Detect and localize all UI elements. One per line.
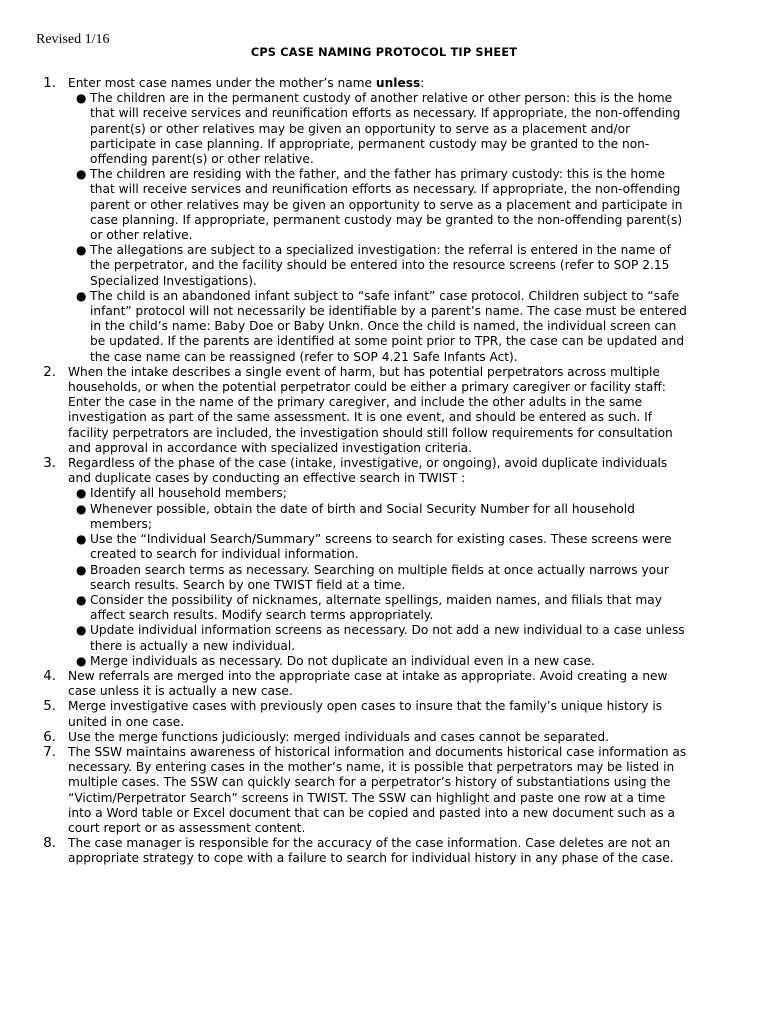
- item-number: 3.: [43, 456, 56, 472]
- item-number: 8.: [43, 836, 56, 852]
- list-item: [30, 699, 690, 729]
- bullet-item: [68, 289, 690, 365]
- bullet-icon: ●: [76, 288, 87, 303]
- page-title: CPS CASE NAMING PROTOCOL TIP SHEET: [250, 46, 518, 59]
- bullet-icon: ●: [76, 623, 87, 638]
- bullet-item: [68, 654, 690, 669]
- bullet-text: Consider the possibility of nicknames, alternate spellings, maiden names, and filials that may affect search results. Modify search terms appropriately.: [90, 592, 662, 623]
- bullet-item: [68, 243, 690, 289]
- bullet-item: [68, 593, 690, 623]
- list-item: [30, 365, 690, 456]
- bullet-icon: ●: [76, 653, 87, 668]
- item-number: 4.: [43, 668, 56, 684]
- bullet-item: [68, 91, 690, 167]
- bullet-text: The child is an abandoned infant subject to “safe infant” case protocol. Children subject to “safe infant” protocol will not necessarily be identifiable by a parent’s name. The case must be entered in the child’s name: Baby Doe or Baby Unkn. Once the child is named, the individual screen can be updated. If the parents are identified at some point prior to TPR, the case can be updated and the case name can be reassigned (refer to SOP 4.21 Safe Infants Act).: [90, 288, 687, 364]
- numbered-list: [30, 76, 690, 867]
- item-text: Enter most case names under the mother’s name: [68, 76, 376, 90]
- list-item: [30, 730, 690, 745]
- bullet-item: [68, 623, 690, 653]
- bullet-item: [68, 532, 690, 562]
- list-item: [30, 669, 690, 699]
- bullet-text: Use the “Individual Search/Summary” screens to search for existing cases. These screens were created to search for individual information.: [90, 532, 672, 562]
- bullet-icon: ●: [76, 592, 87, 607]
- item-number: 6.: [43, 729, 56, 745]
- list-item: [30, 456, 690, 669]
- bullet-text: Merge individuals as necessary. Do not duplicate an individual even in a new case.: [90, 653, 595, 668]
- item-text: The case manager is responsible for the accuracy of the case information. Case deletes are not an appropriate strategy to cope with a failure to search for individual history in any phase of the case.: [68, 836, 674, 866]
- item-text-tail: :: [420, 76, 425, 90]
- list-item: [30, 745, 690, 836]
- item-number: 7.: [43, 744, 56, 760]
- bullet-icon: ●: [76, 243, 87, 258]
- bullet-list: [68, 91, 690, 365]
- item-number: 1.: [43, 76, 56, 91]
- item-emphasis: unless: [375, 76, 421, 90]
- bullet-text: The children are residing with the father, and the father has primary custody: this is the home that will receive services and reunification efforts as necessary. If appropriate, the non-offending parent or other relatives may be given an opportunity to serve as a placement and participate in case planning. If appropriate, permanent custody may be granted to the non-offending parent(s) or other relative.: [90, 167, 683, 243]
- bullet-list: [68, 486, 690, 668]
- bullet-text: Identify all household members;: [90, 486, 287, 501]
- bullet-item: [68, 167, 690, 243]
- item-text: New referrals are merged into the appropriate case at intake as appropriate. Avoid creating a new case unless it is actually a new case.: [68, 668, 668, 699]
- bullet-text: Broaden search terms as necessary. Searching on multiple fields at once actually narrows your search results. Search by one TWIST field at a time.: [90, 562, 669, 592]
- bullet-text: The allegations are subject to a specialized investigation: the referral is entered in the name of the perpetrator, and the facility should be entered into the resource screens (refer to SOP 2.15 Specialized Investigations).: [90, 243, 671, 288]
- bullet-icon: ●: [76, 91, 87, 106]
- bullet-text: The children are in the permanent custody of another relative or other person: this is the home that will receive services and reunification efforts as necessary. If appropriate, the non-offending parent(s) or other relatives may be given an opportunity to serve as a placement and/or participate in case planning. If appropriate, permanent custody may be granted to the non-offending parent(s) or other relative.: [90, 91, 681, 167]
- bullet-icon: ●: [76, 167, 87, 182]
- revision-date: Revised 1/16: [36, 32, 110, 47]
- bullet-text: Update individual information screens as necessary. Do not add a new individual to a case unless there is actually a new individual.: [90, 623, 685, 653]
- document-body: [30, 76, 690, 867]
- item-text: Regardless of the phase of the case (intake, investigative, or ongoing), avoid duplicate individuals and duplicate cases by conducting an effective search in TWIST :: [68, 456, 668, 486]
- list-item: [30, 836, 690, 866]
- bullet-icon: ●: [76, 532, 87, 547]
- item-text: Use the merge functions judiciously: merged individuals and cases cannot be separated.: [68, 729, 610, 744]
- item-text: The SSW maintains awareness of historical information and documents historical case information as necessary. By entering cases in the mother’s name, it is possible that perpetrators may be listed in multiple cases. The SSW can quickly search for a perpetrator’s history of substantiations using the “Victim/Perpetrator Search” screens in TWIST. The SSW can highlight and paste one row at a time into a Word table or Excel document that can be copied and pasted into a new document such as a court report or as assessment content.: [68, 744, 687, 835]
- bullet-icon: ●: [76, 562, 87, 577]
- item-number: 2.: [43, 364, 56, 380]
- bullet-item: [68, 563, 690, 593]
- item-text: Merge investigative cases with previously open cases to insure that the family’s unique history is united in one case.: [68, 699, 663, 729]
- bullet-item: [68, 502, 690, 532]
- item-text: When the intake describes a single event of harm, but has potential perpetrators across multiple households, or when the potential perpetrator could be either a primary caregiver or facility staff: Enter the case in the name of the primary caregiver, and include the other adults in the same investigation as part of the same assessment. It is one event, and should be entered as such. If facility perpetrators are included, the investigation should still follow requirements for consultation and approval in accordance with specialized investigation criteria.: [68, 364, 673, 455]
- item-number: 5.: [43, 699, 56, 715]
- bullet-icon: ●: [76, 486, 87, 501]
- bullet-icon: ●: [76, 501, 87, 516]
- list-item: [30, 76, 690, 365]
- bullet-item: [68, 486, 690, 501]
- bullet-text: Whenever possible, obtain the date of birth and Social Security Number for all household members;: [90, 501, 635, 531]
